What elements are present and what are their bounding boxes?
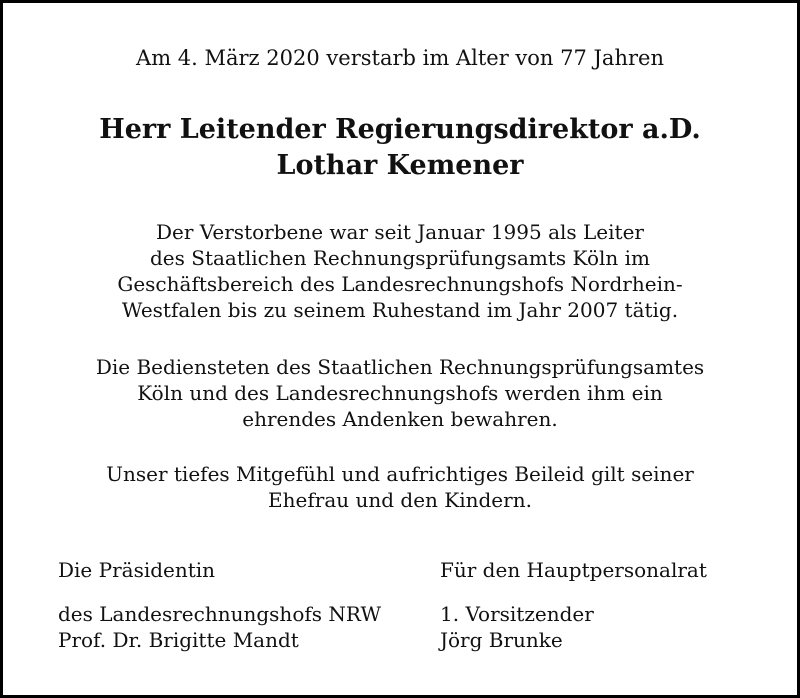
signature-left-name: Prof. Dr. Brigitte Mandt — [58, 628, 299, 652]
paragraph-line: Die Bediensteten des Staatlichen Rechnungsprüfungsamtes — [95, 355, 705, 379]
paragraph-condolence — [40, 461, 760, 513]
signature-right-title: Für den Hauptpersonalrat — [440, 558, 707, 582]
paragraph-line: ehrendes Andenken bewahren. — [242, 407, 558, 431]
paragraph-line: Köln und des Landesrechnungshofs werden ihm ein — [137, 381, 663, 405]
paragraph-line: des Staatlichen Rechnungsprüfungsamts Köln im — [150, 246, 650, 270]
paragraph-line: Westfalen bis zu seinem Ruhestand im Jahr 2007 tätig. — [121, 298, 679, 322]
signature-right-name: Jörg Brunke — [440, 628, 563, 652]
signature-left-block — [58, 601, 381, 653]
deceased-name: Lothar Kemener — [276, 150, 524, 181]
signature-right-block — [440, 601, 594, 653]
paragraph-line: Geschäftsbereich des Landesrechnungshofs Nordrhein- — [117, 272, 683, 296]
paragraph-line: Unser tiefes Mitgefühl und aufrichtiges Beileid gilt seiner — [106, 462, 694, 486]
deceased-title: Herr Leitender Regierungsdirektor a.D. — [99, 114, 701, 145]
paragraph-line: Der Verstorbene war seit Januar 1995 als Leiter — [156, 220, 644, 244]
paragraph-remembrance — [40, 354, 760, 432]
signature-right-role: 1. Vorsitzender — [440, 602, 594, 626]
signature-left-title: Die Präsidentin — [58, 558, 216, 582]
deceased-heading — [0, 112, 800, 184]
paragraph-career — [40, 219, 760, 323]
signature-left-org: des Landesrechnungshofs NRW — [58, 602, 382, 626]
paragraph-line: Ehefrau und den Kindern. — [268, 488, 532, 512]
intro-line: Am 4. März 2020 verstarb im Alter von 77 Jahren — [136, 46, 664, 70]
